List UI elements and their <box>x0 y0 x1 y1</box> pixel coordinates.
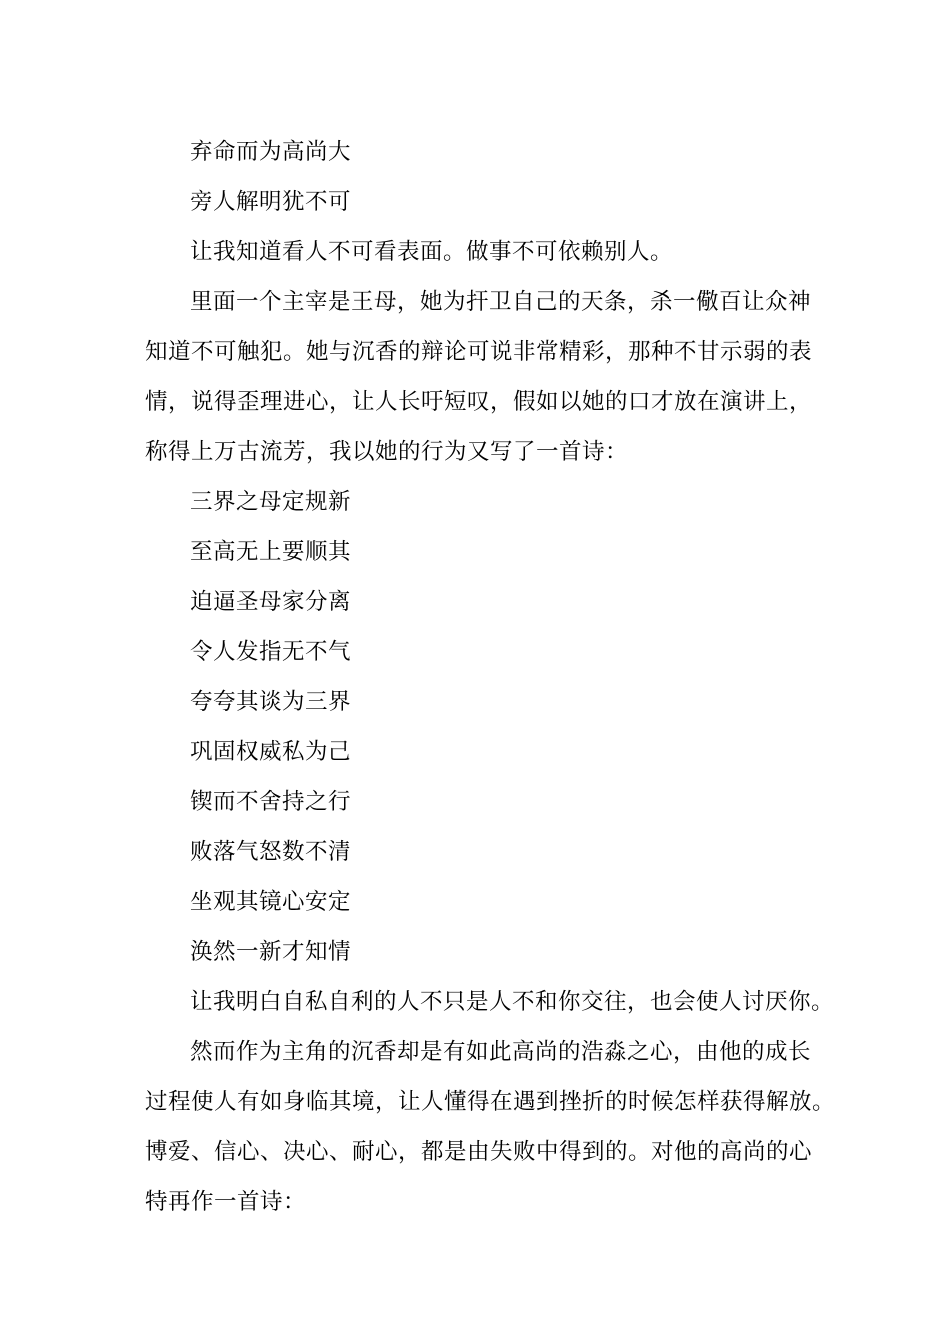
poem-line: 夸夸其谈为三界 <box>190 689 352 715</box>
paragraph-line: 特再作一首诗： <box>145 1189 307 1215</box>
paragraph-line: 情，说得歪理进心，让人长吁短叹，假如以她的口才放在演讲上， <box>145 389 813 415</box>
paragraph-line: 然而作为主角的沉香却是有如此高尚的浩淼之心，由他的成长 <box>190 1039 812 1065</box>
poem-line: 锲而不舍持之行 <box>190 789 352 815</box>
poem-line: 旁人解明犹不可 <box>190 189 352 215</box>
paragraph-line: 称得上万古流芳，我以她的行为又写了一首诗： <box>145 439 629 465</box>
poem-line: 迫逼圣母家分离 <box>190 589 352 615</box>
paragraph-line: 让我知道看人不可看表面。做事不可依赖别人。 <box>190 239 674 265</box>
poem-line: 弃命而为高尚大 <box>190 139 352 165</box>
poem-line: 败落气怒数不清 <box>190 839 352 865</box>
poem-line: 令人发指无不气 <box>190 639 352 665</box>
poem-line: 三界之母定规新 <box>190 489 352 515</box>
poem-line: 涣然一新才知情 <box>190 939 352 965</box>
paragraph-line: 里面一个主宰是王母，她为扞卫自己的天条，杀一儆百让众神 <box>190 289 812 315</box>
poem-line: 坐观其镜心安定 <box>190 889 352 915</box>
paragraph-line: 过程使人有如身临其境，让人懂得在遇到挫折的时候怎样获得解放。 <box>145 1089 836 1115</box>
poem-line: 巩固权威私为己 <box>190 739 352 765</box>
paragraph-line: 博爱、信心、决心、耐心，都是由失败中得到的。对他的高尚的心 <box>145 1139 813 1165</box>
poem-line: 至高无上要顺其 <box>190 539 352 565</box>
document-body <box>145 127 836 1227</box>
paragraph-line: 知道不可触犯。她与沉香的辩论可说非常精彩，那种不甘示弱的表 <box>145 339 813 365</box>
paragraph-line: 让我明白自私自利的人不只是人不和你交往，也会使人讨厌你。 <box>190 989 835 1015</box>
